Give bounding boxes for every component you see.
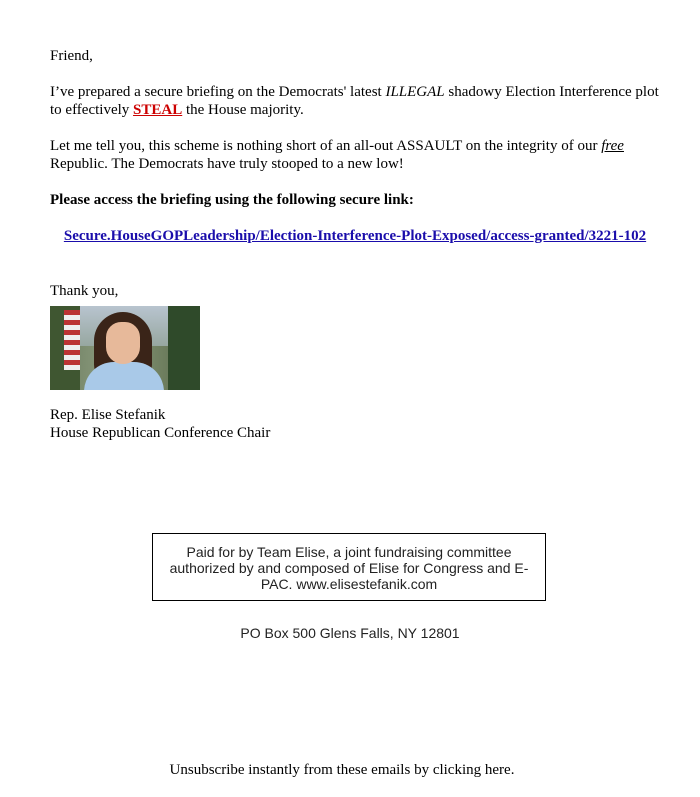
photo-tree-right bbox=[168, 306, 200, 390]
thanks-line: Thank you, bbox=[50, 283, 119, 299]
photo-face bbox=[106, 322, 140, 364]
steal-emphasis[interactable]: STEAL bbox=[133, 102, 183, 118]
paragraph-briefing bbox=[50, 83, 660, 119]
signature-title: House Republican Conference Chair bbox=[50, 425, 271, 441]
secure-briefing-link[interactable]: Secure.HouseGOPLeadership/Election-Interference-Plot-Exposed/access-granted/3221-102 bbox=[63, 228, 647, 244]
signature-name: Rep. Elise Stefanik bbox=[50, 407, 166, 423]
para1-text-start: I’ve prepared a secure briefing on the Democrats' latest bbox=[50, 84, 386, 100]
paid-for-disclaimer: Paid for by Team Elise, a joint fundraising committee authorized by and composed of Elise for Congress and E-PAC. www.elisestefanik.com bbox=[152, 533, 546, 601]
para1-text-middle: shadowy Election Interference plot to effectively bbox=[50, 84, 659, 118]
illegal-emphasis: ILLEGAL bbox=[385, 84, 445, 100]
greeting: Friend, bbox=[50, 48, 93, 64]
free-emphasis: free bbox=[601, 138, 624, 154]
flag-icon bbox=[64, 310, 80, 370]
para2-text-end: Republic. The Democrats have truly stooped to a new low! bbox=[50, 156, 404, 172]
unsubscribe-line bbox=[0, 762, 684, 779]
para2-text-start: Let me tell you, this scheme is nothing short of an all-out ASSAULT on the integrity of our bbox=[50, 138, 602, 154]
para1-text-end: the House majority. bbox=[182, 102, 304, 118]
briefing-callout: Please access the briefing using the following secure link: bbox=[50, 192, 414, 208]
unsubscribe-link[interactable]: Unsubscribe instantly from these emails by clicking here. bbox=[169, 762, 515, 778]
mailing-address: PO Box 500 Glens Falls, NY 12801 bbox=[240, 625, 460, 641]
paragraph-assault bbox=[50, 137, 660, 173]
email-body bbox=[50, 47, 660, 442]
portrait-photo bbox=[50, 306, 200, 390]
